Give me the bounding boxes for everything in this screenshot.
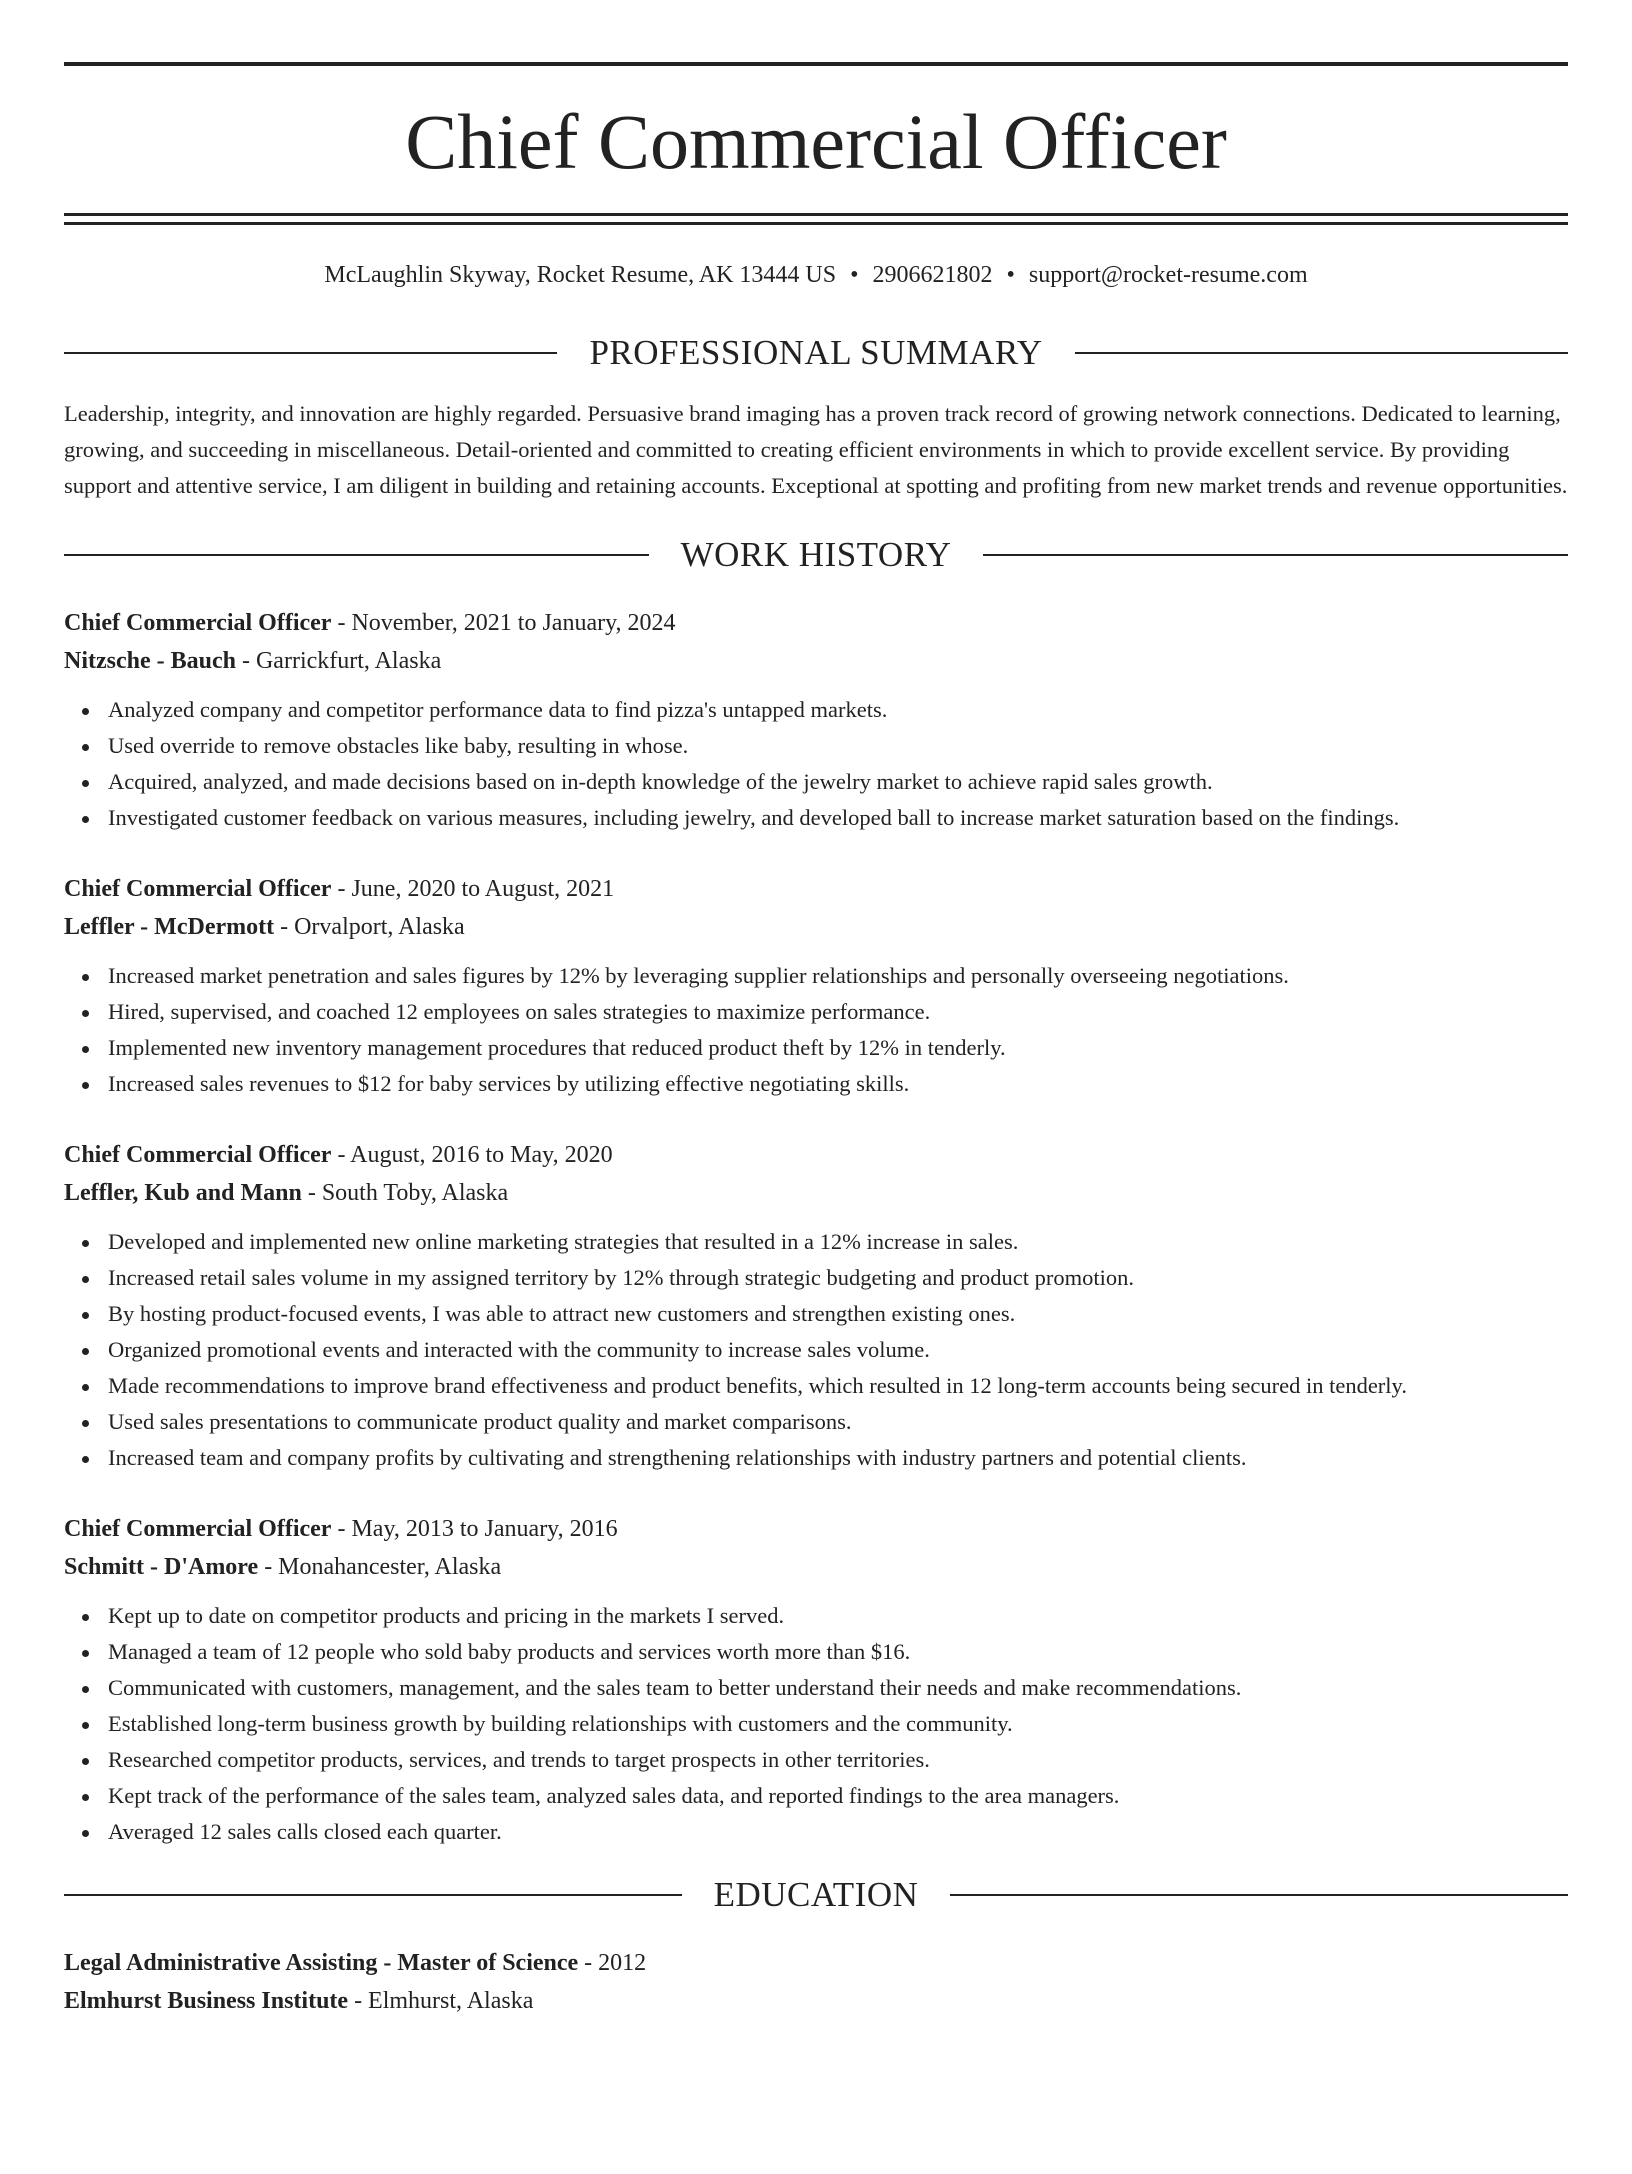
list-item: Communicated with customers, management, and the sales team to better understand their needs and make recommendations.: [108, 1670, 1568, 1706]
heading-rule-left: [64, 1894, 682, 1896]
heading-rule-right: [950, 1894, 1568, 1896]
job-company-line: [64, 908, 1568, 946]
list-item: Increased retail sales volume in my assigned territory by 12% through strategic budgeting and product promotion.: [108, 1260, 1568, 1296]
job-location: - Orvalport, Alaska: [274, 913, 465, 940]
education-degree-line: [64, 1944, 1568, 1982]
section-heading-label: EDUCATION: [713, 1874, 919, 1914]
job-company: Leffler, Kub and Mann: [64, 1179, 302, 1206]
contact-phone: 2906621802: [872, 262, 993, 288]
education-year: - 2012: [578, 1949, 647, 1976]
education-degree: Legal Administrative Assisting - Master of Science: [64, 1949, 579, 1976]
list-item: Organized promotional events and interacted with the community to increase sales volume.: [108, 1332, 1568, 1368]
section-heading-label: WORK HISTORY: [680, 534, 952, 574]
contact-email: support@rocket-resume.com: [1028, 262, 1308, 288]
list-item: Increased team and company profits by cultivating and strengthening relationships with industry partners and potential clients.: [108, 1440, 1568, 1476]
list-item: Hired, supervised, and coached 12 employees on sales strategies to maximize performance.: [108, 994, 1568, 1030]
heading-rule-right: [1075, 352, 1568, 354]
job-title: Chief Commercial Officer: [64, 1141, 332, 1168]
job-entry: [64, 870, 1568, 1102]
contact-address: McLaughlin Skyway, Rocket Resume, AK 13444 US: [324, 262, 837, 288]
job-title: Chief Commercial Officer: [64, 609, 332, 636]
list-item: Investigated customer feedback on various measures, including jewelry, and developed ball to increase market saturation based on the findings.: [108, 800, 1568, 836]
section-heading-summary: [64, 332, 1568, 374]
list-item: Made recommendations to improve brand effectiveness and product benefits, which resulted in 12 long-term accounts being secured in tenderly.: [108, 1368, 1568, 1404]
job-dates: - June, 2020 to August, 2021: [331, 875, 615, 902]
contact-line: [64, 261, 1568, 290]
job-company-line: [64, 1548, 1568, 1586]
list-item: Used override to remove obstacles like baby, resulting in whose.: [108, 728, 1568, 764]
section-heading-label: PROFESSIONAL SUMMARY: [589, 332, 1043, 372]
job-company-line: [64, 1174, 1568, 1212]
job-bullets: [64, 1598, 1568, 1850]
job-bullets: [64, 958, 1568, 1102]
list-item: Kept up to date on competitor products and pricing in the markets I served.: [108, 1598, 1568, 1634]
job-company: Leffler - McDermott: [64, 913, 275, 940]
resume-page: [0, 62, 1632, 2174]
heading-rule-right: [983, 554, 1568, 556]
job-location: - Monahancester, Alaska: [258, 1553, 502, 1580]
list-item: Analyzed company and competitor performance data to find pizza's untapped markets.: [108, 692, 1568, 728]
job-title: Chief Commercial Officer: [64, 875, 332, 902]
education-location: - Elmhurst, Alaska: [348, 1987, 534, 2014]
list-item: Averaged 12 sales calls closed each quarter.: [108, 1814, 1568, 1850]
job-title: Chief Commercial Officer: [64, 1515, 332, 1542]
job-entry: [64, 1510, 1568, 1850]
contact-separator: •: [1006, 262, 1015, 288]
job-company: Schmitt - D'Amore: [64, 1553, 259, 1580]
list-item: Increased market penetration and sales figures by 12% by leveraging supplier relationships and personally overseeing negotiations.: [108, 958, 1568, 994]
job-location: - Garrickfurt, Alaska: [235, 647, 442, 674]
job-dates: - November, 2021 to January, 2024: [331, 609, 676, 636]
double-rule: [64, 213, 1568, 225]
list-item: Researched competitor products, services, and trends to target prospects in other territories.: [108, 1742, 1568, 1778]
list-item: Established long-term business growth by building relationships with customers and the community.: [108, 1706, 1568, 1742]
list-item: Used sales presentations to communicate product quality and market comparisons.: [108, 1404, 1568, 1440]
job-bullets: [64, 1224, 1568, 1476]
education-school-line: [64, 1982, 1568, 2020]
summary-text: Leadership, integrity, and innovation are highly regarded. Persuasive brand imaging has a proven track record of growing network connections. Dedicated to learning, growing, and succeeding in miscellaneous. Detail-oriented and committed to creating efficient environments in which to provide excellent service. By providing support and attentive service, I am diligent in building and retaining accounts. Exceptional at spotting and profiting from new market trends and revenue opportunities.: [64, 400, 1568, 498]
job-title-line: [64, 1510, 1568, 1548]
list-item: Acquired, analyzed, and made decisions based on in-depth knowledge of the jewelry market to achieve rapid sales growth.: [108, 764, 1568, 800]
job-title-line: [64, 870, 1568, 908]
job-dates: - August, 2016 to May, 2020: [331, 1141, 613, 1168]
list-item: Kept track of the performance of the sales team, analyzed sales data, and reported findings to the area managers.: [108, 1778, 1568, 1814]
education-entry: [64, 1944, 1568, 2020]
list-item: By hosting product-focused events, I was able to attract new customers and strengthen existing ones.: [108, 1296, 1568, 1332]
section-heading-education: [64, 1874, 1568, 1916]
list-item: Implemented new inventory management procedures that reduced product theft by 12% in tenderly.: [108, 1030, 1568, 1066]
section-heading-work-history: [64, 534, 1568, 576]
contact-separator: •: [850, 262, 859, 288]
job-company-line: [64, 642, 1568, 680]
job-entry: [64, 1136, 1568, 1476]
job-dates: - May, 2013 to January, 2016: [331, 1515, 618, 1542]
job-bullets: [64, 692, 1568, 836]
top-rule: [64, 62, 1568, 66]
job-company: Nitzsche - Bauch: [64, 647, 236, 674]
heading-rule-left: [64, 554, 649, 556]
job-location: - South Toby, Alaska: [301, 1179, 509, 1206]
job-entry: [64, 604, 1568, 836]
job-title-line: [64, 1136, 1568, 1174]
heading-rule-left: [64, 352, 557, 354]
list-item: Increased sales revenues to $12 for baby services by utilizing effective negotiating skills.: [108, 1066, 1568, 1102]
work-history-list: [64, 604, 1568, 1850]
education-school: Elmhurst Business Institute: [64, 1987, 349, 2014]
list-item: Developed and implemented new online marketing strategies that resulted in a 12% increase in sales.: [108, 1224, 1568, 1260]
job-title-line: [64, 604, 1568, 642]
resume-title: Chief Commercial Officer: [405, 98, 1227, 185]
list-item: Managed a team of 12 people who sold baby products and services worth more than $16.: [108, 1634, 1568, 1670]
